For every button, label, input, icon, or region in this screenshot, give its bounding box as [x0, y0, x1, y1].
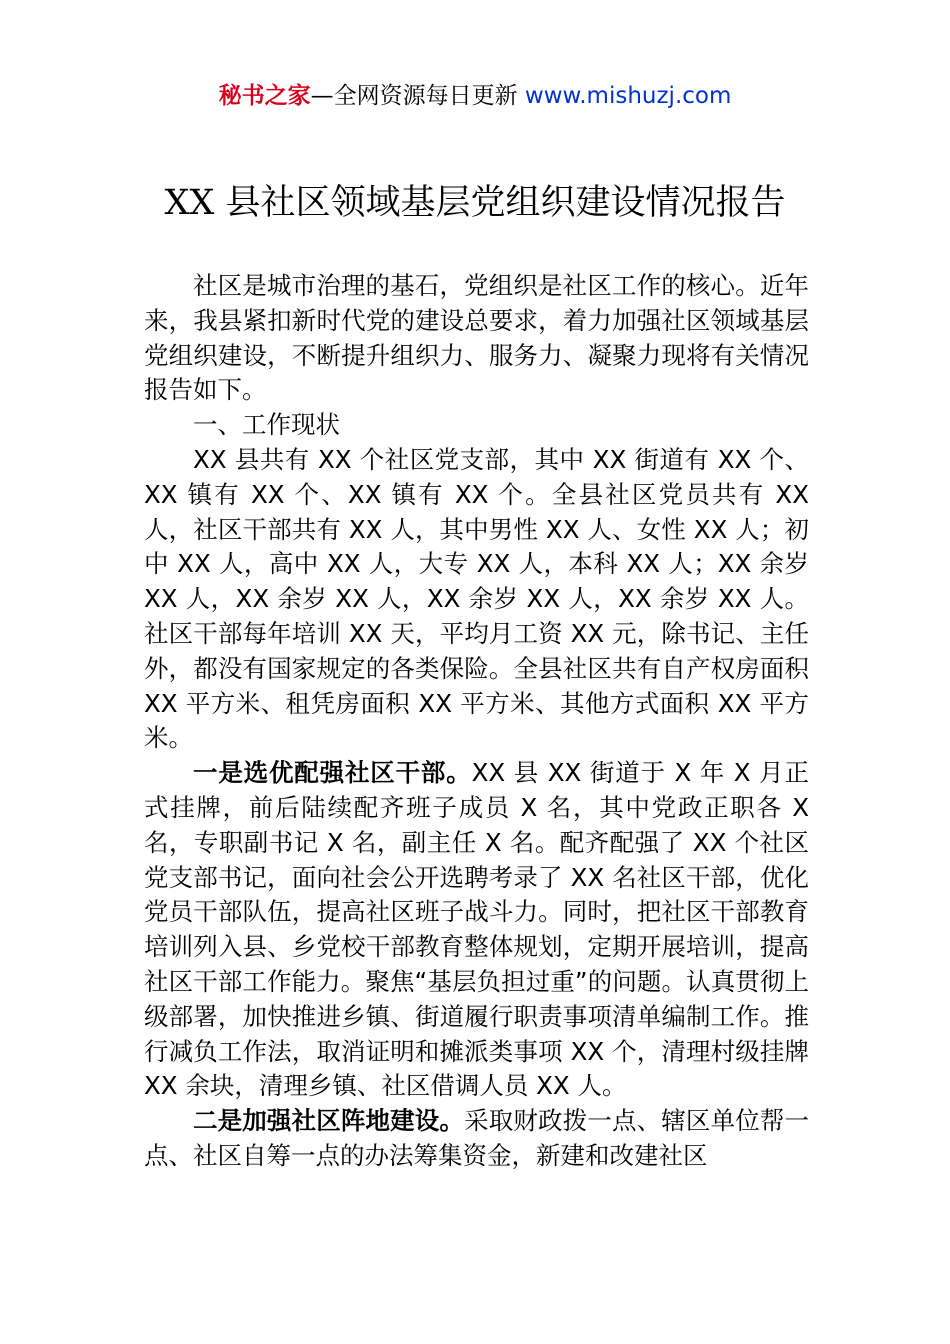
document-body: [144, 269, 809, 1174]
paragraph-statistics: [144, 443, 809, 756]
paragraph-text: 一、工作现状: [193, 410, 340, 440]
paragraph-text: XX 县 XX 街道于 X 年 X 月正式挂牌，前后陆续配齐班子成员 X 名，其中党政正职各 X 名，专职副书记 X 名，副主任 X 名。配齐配强了 XX 个社区党支部书记，面向社会公开选聘考录了 XX 名社区干部，优化党员干部队伍，提高社区班子战斗力。同时，把社区干部教育培训列入县、乡党校干部教育整体规划，定期开展培训，提高社区干部工作能力。聚焦“基层负担过重”的问题。认真贯彻上级部署，加快推进乡镇、街道履行职责事项清单编制工作。推行减负工作法，取消证明和摊派类事项 XX 个，清理村级挂牌 XX 余块，清理乡镇、社区借调人员 XX 人。: [144, 758, 810, 1101]
paragraph-facilities: [144, 1104, 809, 1174]
site-url-link[interactable]: www.mishuzj.com: [524, 83, 732, 109]
section-heading-status: [144, 408, 809, 443]
paragraph-cadres: [144, 756, 809, 1104]
paragraph-intro: [144, 269, 809, 408]
paragraph-text: 采取财政拨一点、辖区单位帮一点、社区自筹一点的办法筹集资金，新建和改建社区: [144, 1106, 810, 1170]
paragraph-text: 社区是城市治理的基石，党组织是社区工作的核心。近年来，我县紧扣新时代党的建设总要求，着力加强社区领域基层党组织建设，不断提升组织力、服务力、凝聚力现将有关情况报告如下。: [144, 271, 809, 405]
paragraph-text: XX 县共有 XX 个社区党支部，其中 XX 街道有 XX 个、XX 镇有 XX 个、XX 镇有 XX 个。全县社区党员共有 XX 人，社区干部共有 XX 人，其中男性 XX 人、女性 XX 人；初中 XX 人，高中 XX 人，大专 XX 人，本科 XX 人；XX 余岁 XX 人，XX 余岁 XX 人，XX 余岁 XX 人，XX 余岁 XX 人。社区干部每年培训 XX 天，平均月工资 XX 元，除书记、主任外，都没有国家规定的各类保险。全县社区共有自产权房面积 XX 平方米、租凭房面积 XX 平方米、其他方式面积 XX 平方米。: [144, 444, 809, 753]
site-brand: 秘书之家: [218, 83, 311, 109]
site-header: [0, 80, 950, 112]
document-title: XX 县社区领域基层党组织建设情况报告: [164, 183, 786, 223]
paragraph-lead-heading: 一是选优配强社区干部。: [193, 758, 472, 788]
site-tagline: —全网资源每日更新: [310, 83, 525, 109]
paragraph-lead-heading: 二是加强社区阵地建设。: [193, 1106, 465, 1136]
